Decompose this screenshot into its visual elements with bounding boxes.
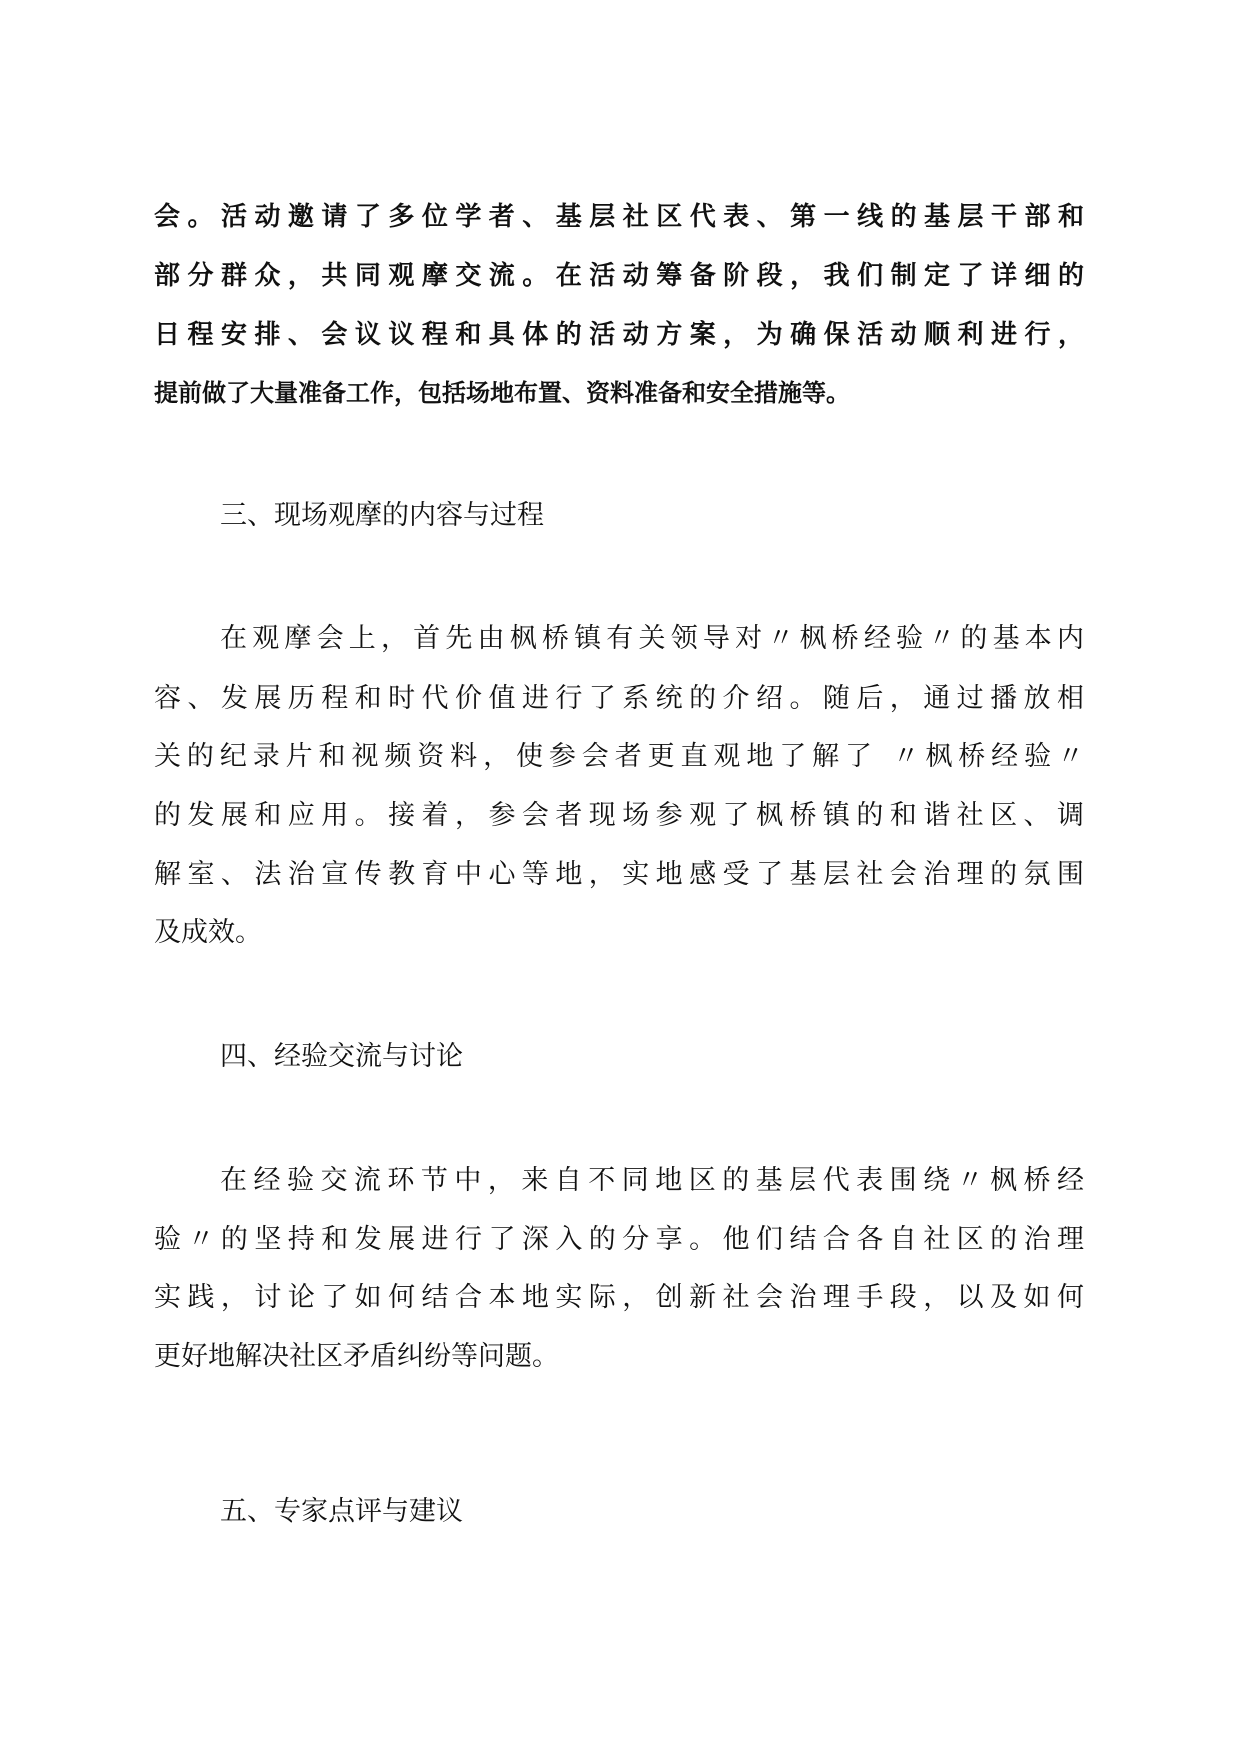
paragraph-line: 实践，讨论了如何结合本地实际，创新社会治理手段，以及如何 (154, 1282, 1084, 1313)
section-heading: 四、经验交流与讨论 (220, 1041, 463, 1072)
paragraph-line: 更好地解决社区矛盾纠纷等问题。 (154, 1341, 559, 1372)
paragraph-line: 解室、法治宣传教育中心等地，实地感受了基层社会治理的氛围 (154, 859, 1084, 890)
paragraph-line: 提前做了大量准备工作，包括场地布置、资料准备和安全措施等。 (154, 379, 850, 407)
paragraph-line: 部分群众，共同观摩交流。在活动筹备阶段，我们制定了详细的 (154, 261, 1084, 291)
paragraph-line: 会。活动邀请了多位学者、基层社区代表、第一线的基层干部和 (154, 202, 1084, 232)
paragraph-line: 及成效。 (154, 917, 262, 948)
paragraph-line: 验〃的坚持和发展进行了深入的分享。他们结合各自社区的治理 (154, 1224, 1084, 1255)
section-heading: 五、专家点评与建议 (220, 1496, 463, 1527)
paragraph-line: 的发展和应用。接着，参会者现场参观了枫桥镇的和谐社区、调 (154, 800, 1084, 831)
paragraph-line: 在经验交流环节中，来自不同地区的基层代表围绕〃枫桥经 (220, 1165, 1084, 1196)
paragraph-line: 日程安排、会议议程和具体的活动方案，为确保活动顺利进行， (154, 320, 1084, 350)
paragraph-line: 关的纪录片和视频资料，使参会者更直观地了解了 〃枫桥经验〃 (154, 741, 1084, 772)
paragraph-line: 容、发展历程和时代价值进行了系统的介绍。随后，通过播放相 (154, 683, 1084, 714)
section-heading: 三、现场观摩的内容与过程 (220, 500, 544, 531)
paragraph-line: 在观摩会上，首先由枫桥镇有关领导对〃枫桥经验〃的基本内 (220, 623, 1084, 654)
